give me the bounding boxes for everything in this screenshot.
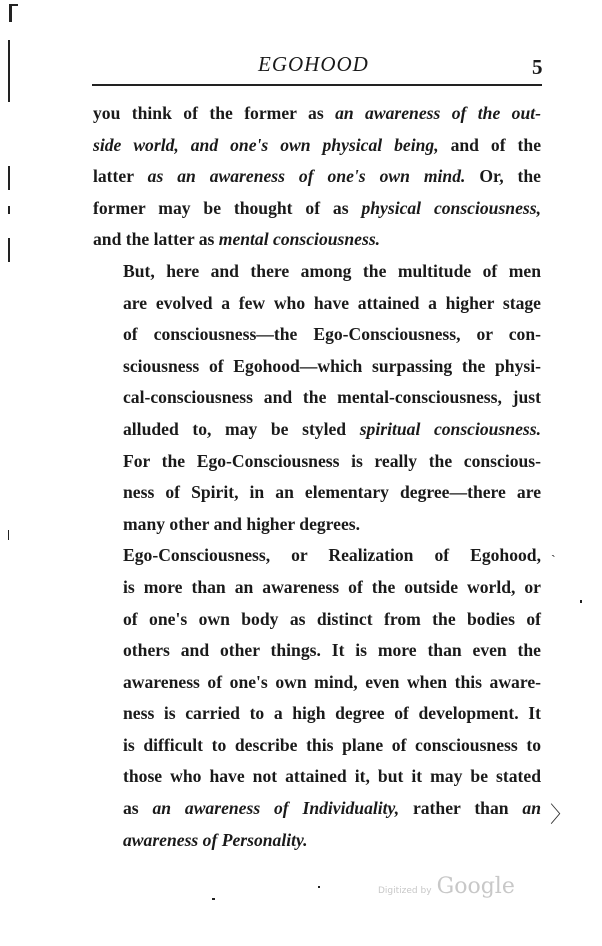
text-run: of one's own body as distinct from the bodies of: [123, 608, 541, 629]
text-line: [93, 540, 541, 572]
paragraph: [93, 256, 541, 540]
text-run: alluded to, may be styled: [123, 418, 360, 439]
italic-phrase: mental consciousness.: [218, 229, 381, 250]
text-line: [93, 414, 541, 446]
scan-edge-mark: [8, 166, 10, 190]
margin-mark-glyph: ˎ: [551, 543, 556, 558]
scan-edge-mark: [8, 206, 10, 214]
scan-edge-mark: [318, 886, 320, 888]
text-line: [93, 130, 541, 162]
text-run: of consciousness—the Ego-Consciousness, or con-: [123, 324, 541, 345]
text-line: [93, 730, 541, 762]
text-line: [93, 572, 541, 604]
scan-edge-mark: [9, 4, 18, 6]
italic-phrase: side world, and one's own physical being,: [93, 134, 439, 155]
text-run: sciousness of Egohood—which surpassing the physi-: [123, 355, 541, 376]
scan-edge-mark: [212, 898, 215, 900]
scan-edge-mark: [9, 4, 12, 22]
text-run: ness of Spirit, in an elementary degree—there are: [123, 482, 541, 503]
text-line: [93, 698, 541, 730]
text-line: [93, 288, 541, 320]
margin-bracket-glyph: 〉: [550, 802, 573, 827]
italic-phrase: an: [522, 798, 541, 819]
text-line: [93, 509, 541, 541]
text-run: many other and higher degrees.: [123, 513, 361, 534]
text-run: you think of the former as: [93, 103, 336, 123]
text-run: former may be thought of as: [93, 197, 362, 218]
text-run: ness is carried to a high degree of development. It: [123, 703, 541, 724]
text-line: [93, 351, 541, 383]
text-line: [93, 761, 541, 793]
text-run: cal-consciousness and the mental-consciousness, just: [123, 387, 541, 408]
text-run: others and other things. It is more than even the: [123, 640, 541, 661]
italic-phrase: physical consciousness,: [361, 197, 541, 218]
text-line: [93, 256, 541, 288]
text-line: [93, 667, 541, 699]
text-run: Ego-Consciousness, or Realization of Egohood,: [123, 545, 541, 566]
text-line: [93, 604, 541, 636]
text-run: and the latter as: [93, 229, 219, 250]
text-line: [93, 635, 541, 667]
page-number: 5: [532, 55, 543, 79]
scan-edge-mark: [8, 40, 10, 102]
paragraph: [93, 98, 541, 256]
text-line: [93, 477, 541, 509]
paragraph: [93, 540, 541, 856]
scan-edge-mark: [580, 600, 582, 603]
text-line: [93, 319, 541, 351]
google-logo: Google: [436, 874, 515, 899]
text-line: [93, 825, 541, 857]
running-title: EGOHOOD: [258, 52, 369, 76]
italic-phrase: awareness of Personality.: [123, 829, 308, 850]
text-run: those who have not attained it, but it may be stated: [123, 766, 541, 787]
text-line: [93, 382, 541, 414]
text-run: latter: [93, 166, 148, 187]
text-line: [93, 193, 541, 225]
text-line: [93, 793, 541, 825]
text-run: rather than: [399, 798, 523, 819]
text-line: [93, 98, 541, 130]
watermark-prefix: Digitized by: [378, 886, 432, 896]
text-run: as: [123, 798, 153, 819]
italic-phrase: an awareness of Individuality,: [152, 798, 400, 819]
text-line: [93, 224, 541, 256]
text-run: For the Ego-Consciousness is really the conscious-: [123, 450, 541, 471]
italic-phrase: an awareness of the out-: [335, 103, 541, 123]
text-line: [93, 446, 541, 478]
digitized-watermark: [378, 874, 515, 899]
header-rule: [92, 84, 542, 86]
text-run: awareness of one's own mind, even when this aware-: [123, 671, 541, 692]
scan-edge-mark: [8, 238, 10, 262]
text-run: Or, the: [465, 166, 541, 187]
body-text: [93, 98, 541, 856]
italic-phrase: as an awareness of one's own mind.: [147, 166, 466, 187]
text-run: is difficult to describe this plane of consciousness to: [123, 734, 541, 755]
scan-edge-mark: [8, 530, 9, 540]
text-line: [93, 161, 541, 193]
text-run: and of the: [438, 134, 542, 155]
text-run: But, here and there among the multitude of men: [123, 260, 541, 281]
text-run: are evolved a few who have attained a higher stage: [123, 292, 541, 313]
italic-phrase: spiritual consciousness.: [359, 418, 541, 439]
text-run: is more than an awareness of the outside world, or: [123, 576, 541, 597]
